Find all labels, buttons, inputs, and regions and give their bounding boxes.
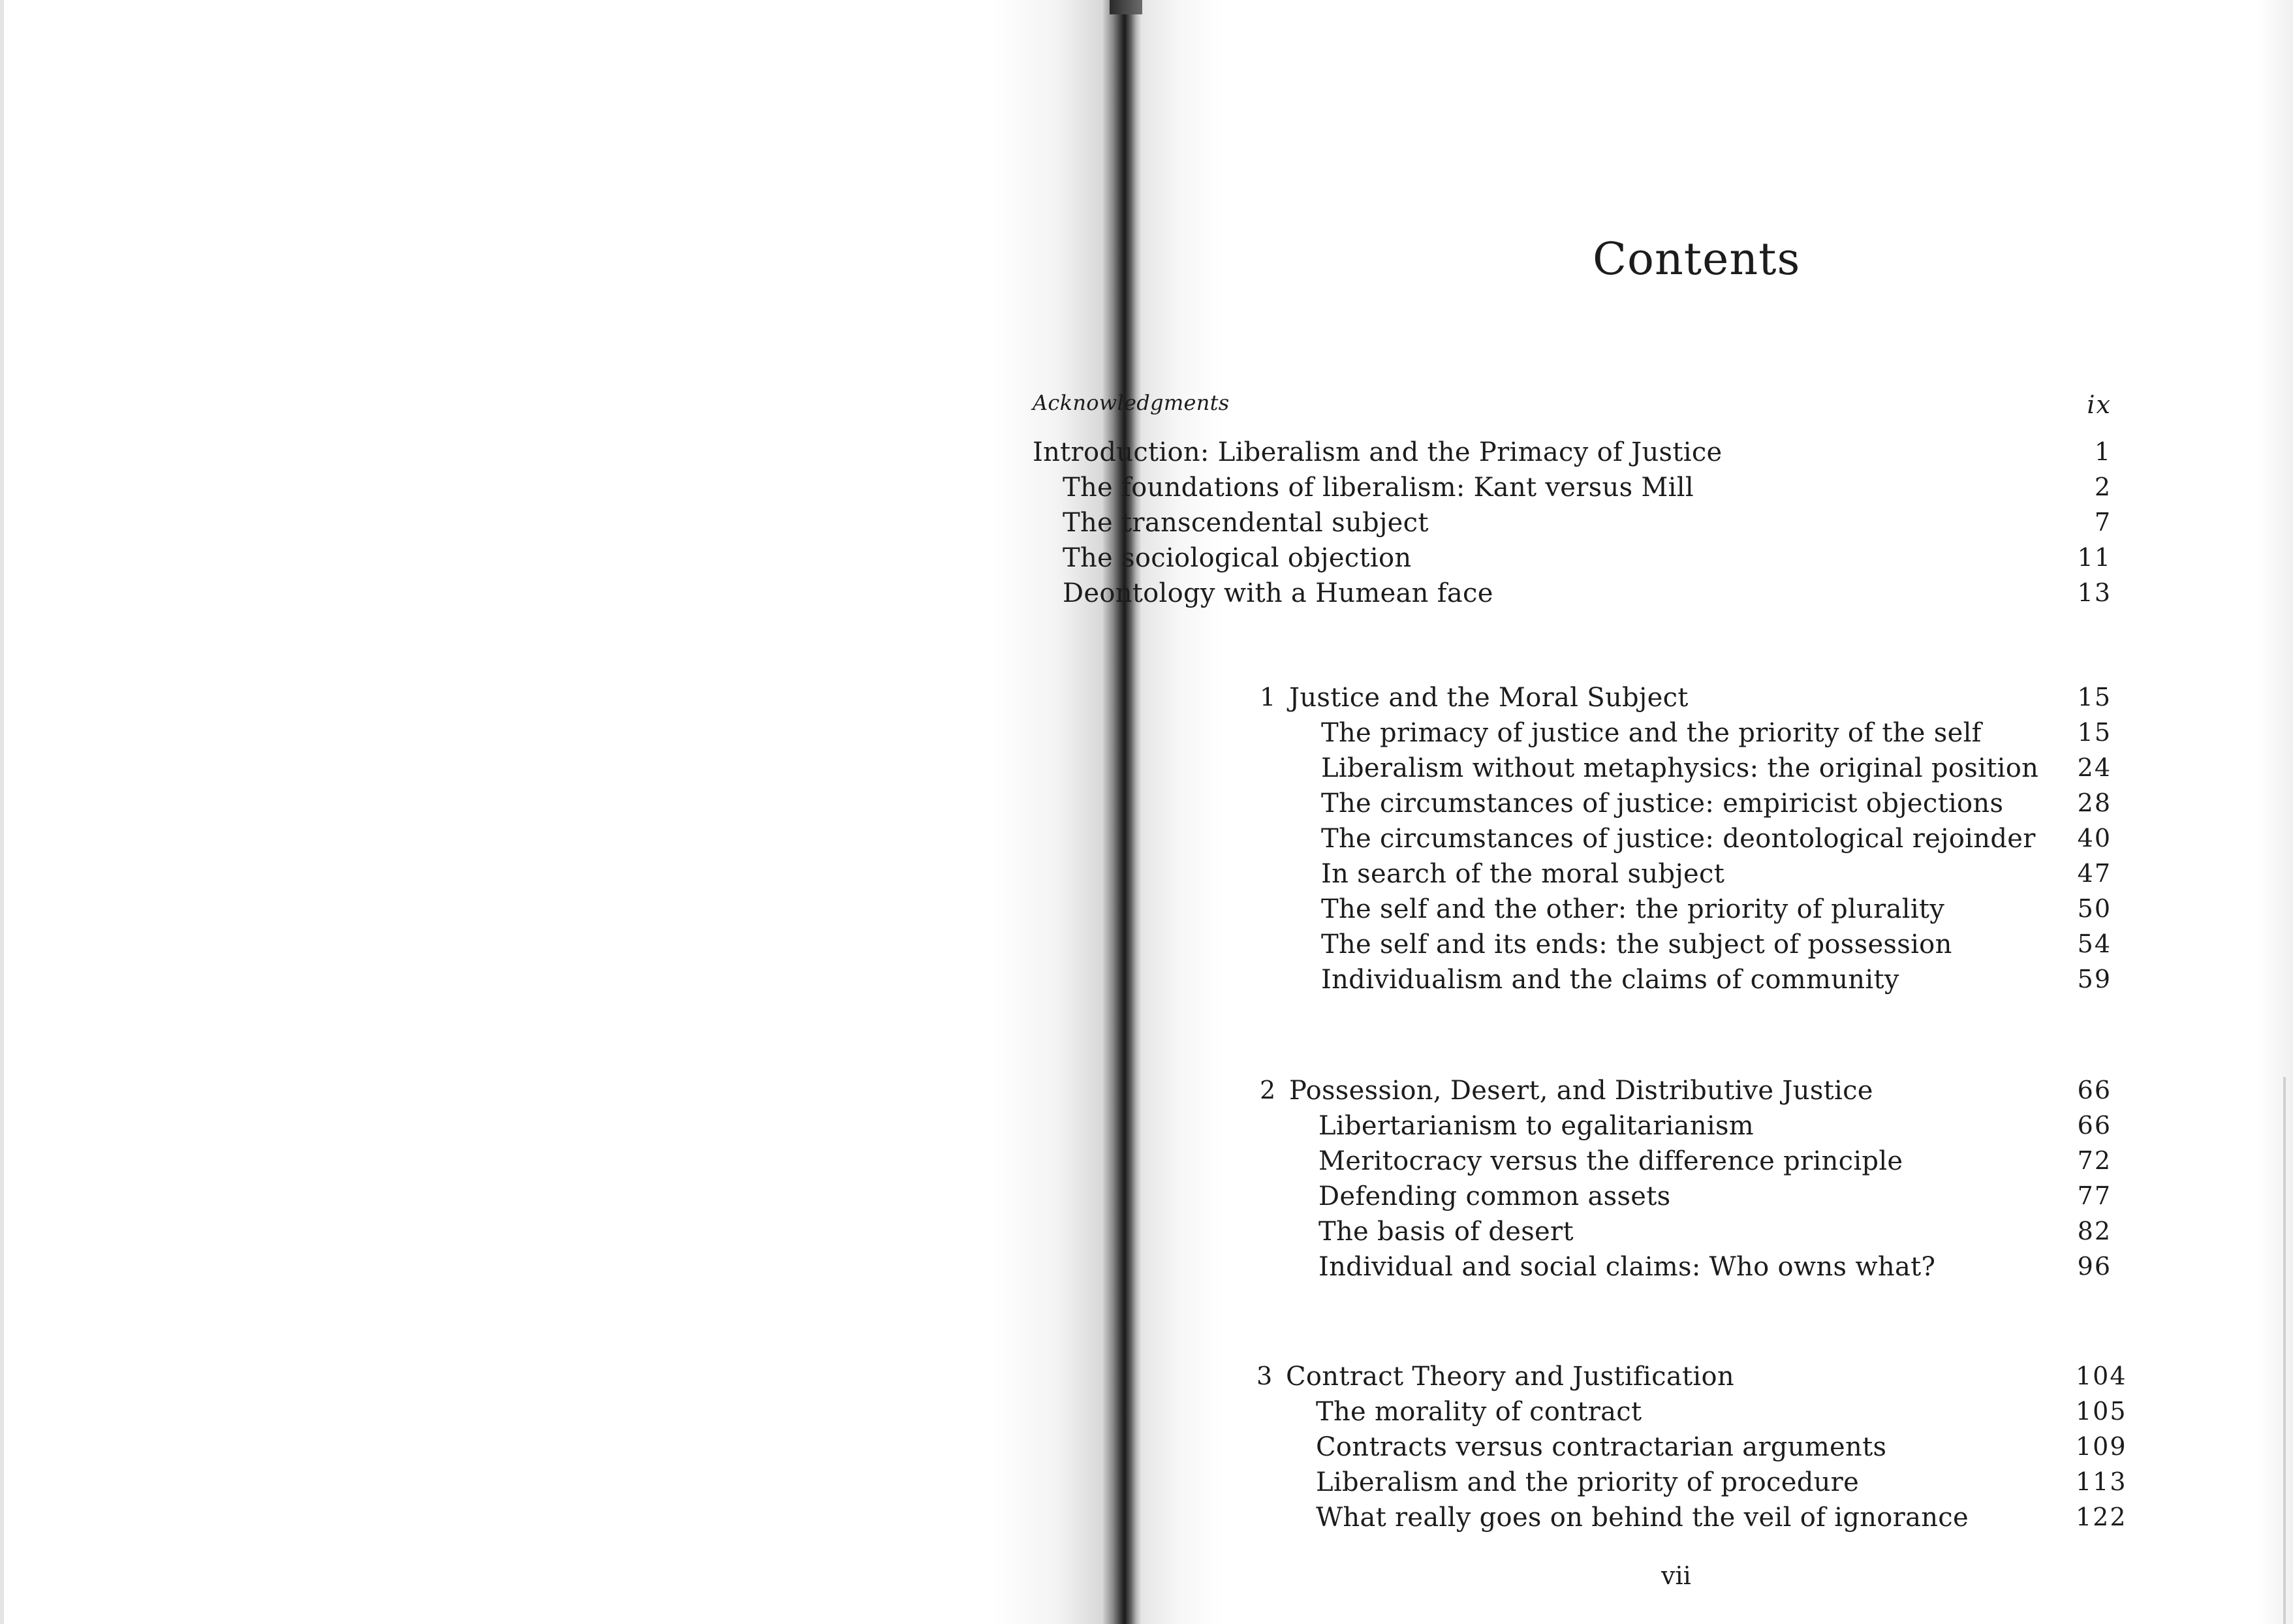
- toc-section-page: 28: [2077, 789, 2112, 817]
- toc-chapter-label: Possession, Desert, and Distributive Justice: [1289, 1076, 1873, 1106]
- toc-section[interactable]: [0, 508, 2293, 547]
- toc-chapter-label: Justice and the Moral Subject: [1289, 683, 1689, 713]
- toc-section-label: Liberalism and the priority of procedure: [1316, 1467, 1860, 1497]
- toc-section[interactable]: [0, 929, 2293, 969]
- toc-section[interactable]: [0, 543, 2293, 582]
- toc-section-label: Meritocracy versus the difference principle: [1318, 1146, 1903, 1176]
- toc-section[interactable]: [0, 1467, 2293, 1507]
- toc-section-label: Individualism and the claims of community: [1321, 965, 1899, 995]
- toc-chapter-page: 104: [2076, 1362, 2127, 1390]
- toc-section[interactable]: [0, 1217, 2293, 1256]
- toc-entry-page: 1: [2094, 437, 2112, 466]
- toc-section-page: 77: [2077, 1181, 2112, 1210]
- toc-entry-label: Introduction: Liberalism and the Primacy of Justice: [1033, 437, 1723, 467]
- toc-section-page: 11: [2077, 543, 2112, 572]
- toc-entry-introduction[interactable]: [0, 437, 2293, 476]
- toc-section-label: Deontology with a Humean face: [1063, 578, 1493, 608]
- toc-section-label: The self and the other: the priority of plurality: [1321, 894, 1945, 924]
- toc-section-page: 113: [2076, 1467, 2127, 1496]
- toc-section-page: 40: [2077, 824, 2112, 852]
- toc-section[interactable]: [0, 1146, 2293, 1185]
- toc-entry-page: ix: [2087, 390, 2112, 419]
- toc-section[interactable]: [0, 1432, 2293, 1471]
- toc-section-page: 66: [2077, 1111, 2112, 1140]
- toc-section-page: 105: [2076, 1397, 2127, 1426]
- toc-section[interactable]: [0, 1503, 2293, 1542]
- toc-chapter-2[interactable]: [0, 1076, 2293, 1115]
- toc-entry-acknowledgments[interactable]: [0, 390, 2293, 429]
- toc-section-label: The self and its ends: the subject of possession: [1321, 929, 1952, 960]
- toc-section-label: The morality of contract: [1316, 1397, 1642, 1427]
- toc-section-page: 82: [2077, 1217, 2112, 1245]
- toc-section-label: Defending common assets: [1318, 1181, 1671, 1211]
- toc-section[interactable]: [0, 894, 2293, 933]
- toc-entry-label: Acknowledgments: [1033, 390, 1230, 415]
- toc-chapter-3[interactable]: [0, 1362, 2293, 1401]
- toc-section[interactable]: [0, 965, 2293, 1004]
- page-title: Contents: [1593, 234, 1801, 285]
- toc-section-page: 96: [2077, 1252, 2112, 1281]
- toc-section-page: 72: [2077, 1146, 2112, 1175]
- toc-section[interactable]: [0, 578, 2293, 617]
- chapter-number: 1: [1260, 683, 1276, 711]
- toc-section[interactable]: [0, 718, 2293, 757]
- chapter-number: 2: [1260, 1076, 1276, 1104]
- toc-section[interactable]: [0, 1397, 2293, 1436]
- page-number: vii: [1661, 1561, 1691, 1590]
- toc-section-page: 59: [2077, 965, 2112, 993]
- toc-section-page: 54: [2077, 929, 2112, 958]
- toc-section-label: The foundations of liberalism: Kant versus Mill: [1063, 473, 1694, 503]
- toc-section[interactable]: [0, 1252, 2293, 1291]
- toc-section-label: The circumstances of justice: empiricist objections: [1321, 789, 2004, 819]
- toc-section-page: 109: [2076, 1432, 2127, 1461]
- toc-section-page: 50: [2077, 894, 2112, 923]
- toc-chapter-1[interactable]: [0, 683, 2293, 722]
- toc-section[interactable]: [0, 1181, 2293, 1221]
- toc-section-label: The transcendental subject: [1063, 508, 1429, 538]
- toc-chapter-page: 15: [2077, 683, 2112, 711]
- toc-section-label: The basis of desert: [1318, 1217, 1574, 1247]
- chapter-number: 3: [1256, 1362, 1273, 1390]
- toc-section[interactable]: [0, 753, 2293, 792]
- toc-section-page: 15: [2077, 718, 2112, 747]
- toc-section-page: 7: [2094, 508, 2112, 537]
- toc-section-page: 122: [2076, 1503, 2127, 1531]
- toc-chapter-label: Contract Theory and Justification: [1286, 1362, 1734, 1392]
- toc-section-label: Liberalism without metaphysics: the original position: [1321, 753, 2039, 783]
- toc-section-label: In search of the moral subject: [1321, 859, 1725, 889]
- toc-section-label: The sociological objection: [1063, 543, 1412, 573]
- toc-section-label: The circumstances of justice: deontological rejoinder: [1321, 824, 2036, 854]
- toc-section-page: 13: [2077, 578, 2112, 607]
- toc-section-page: 24: [2077, 753, 2112, 782]
- toc-section-label: What really goes on behind the veil of ignorance: [1316, 1503, 1969, 1533]
- toc-section-label: Contracts versus contractarian arguments: [1316, 1432, 1887, 1462]
- toc-section[interactable]: [0, 789, 2293, 828]
- toc-section[interactable]: [0, 824, 2293, 863]
- toc-section-label: Libertarianism to egalitarianism: [1318, 1111, 1755, 1141]
- toc-chapter-page: 66: [2077, 1076, 2112, 1104]
- toc-section-page: 47: [2077, 859, 2112, 888]
- toc-section[interactable]: [0, 473, 2293, 512]
- toc-section[interactable]: [0, 859, 2293, 898]
- toc-section[interactable]: [0, 1111, 2293, 1150]
- toc-section-label: The primacy of justice and the priority of the self: [1321, 718, 1982, 748]
- toc-section-page: 2: [2094, 473, 2112, 501]
- toc-section-label: Individual and social claims: Who owns what?: [1318, 1252, 1936, 1282]
